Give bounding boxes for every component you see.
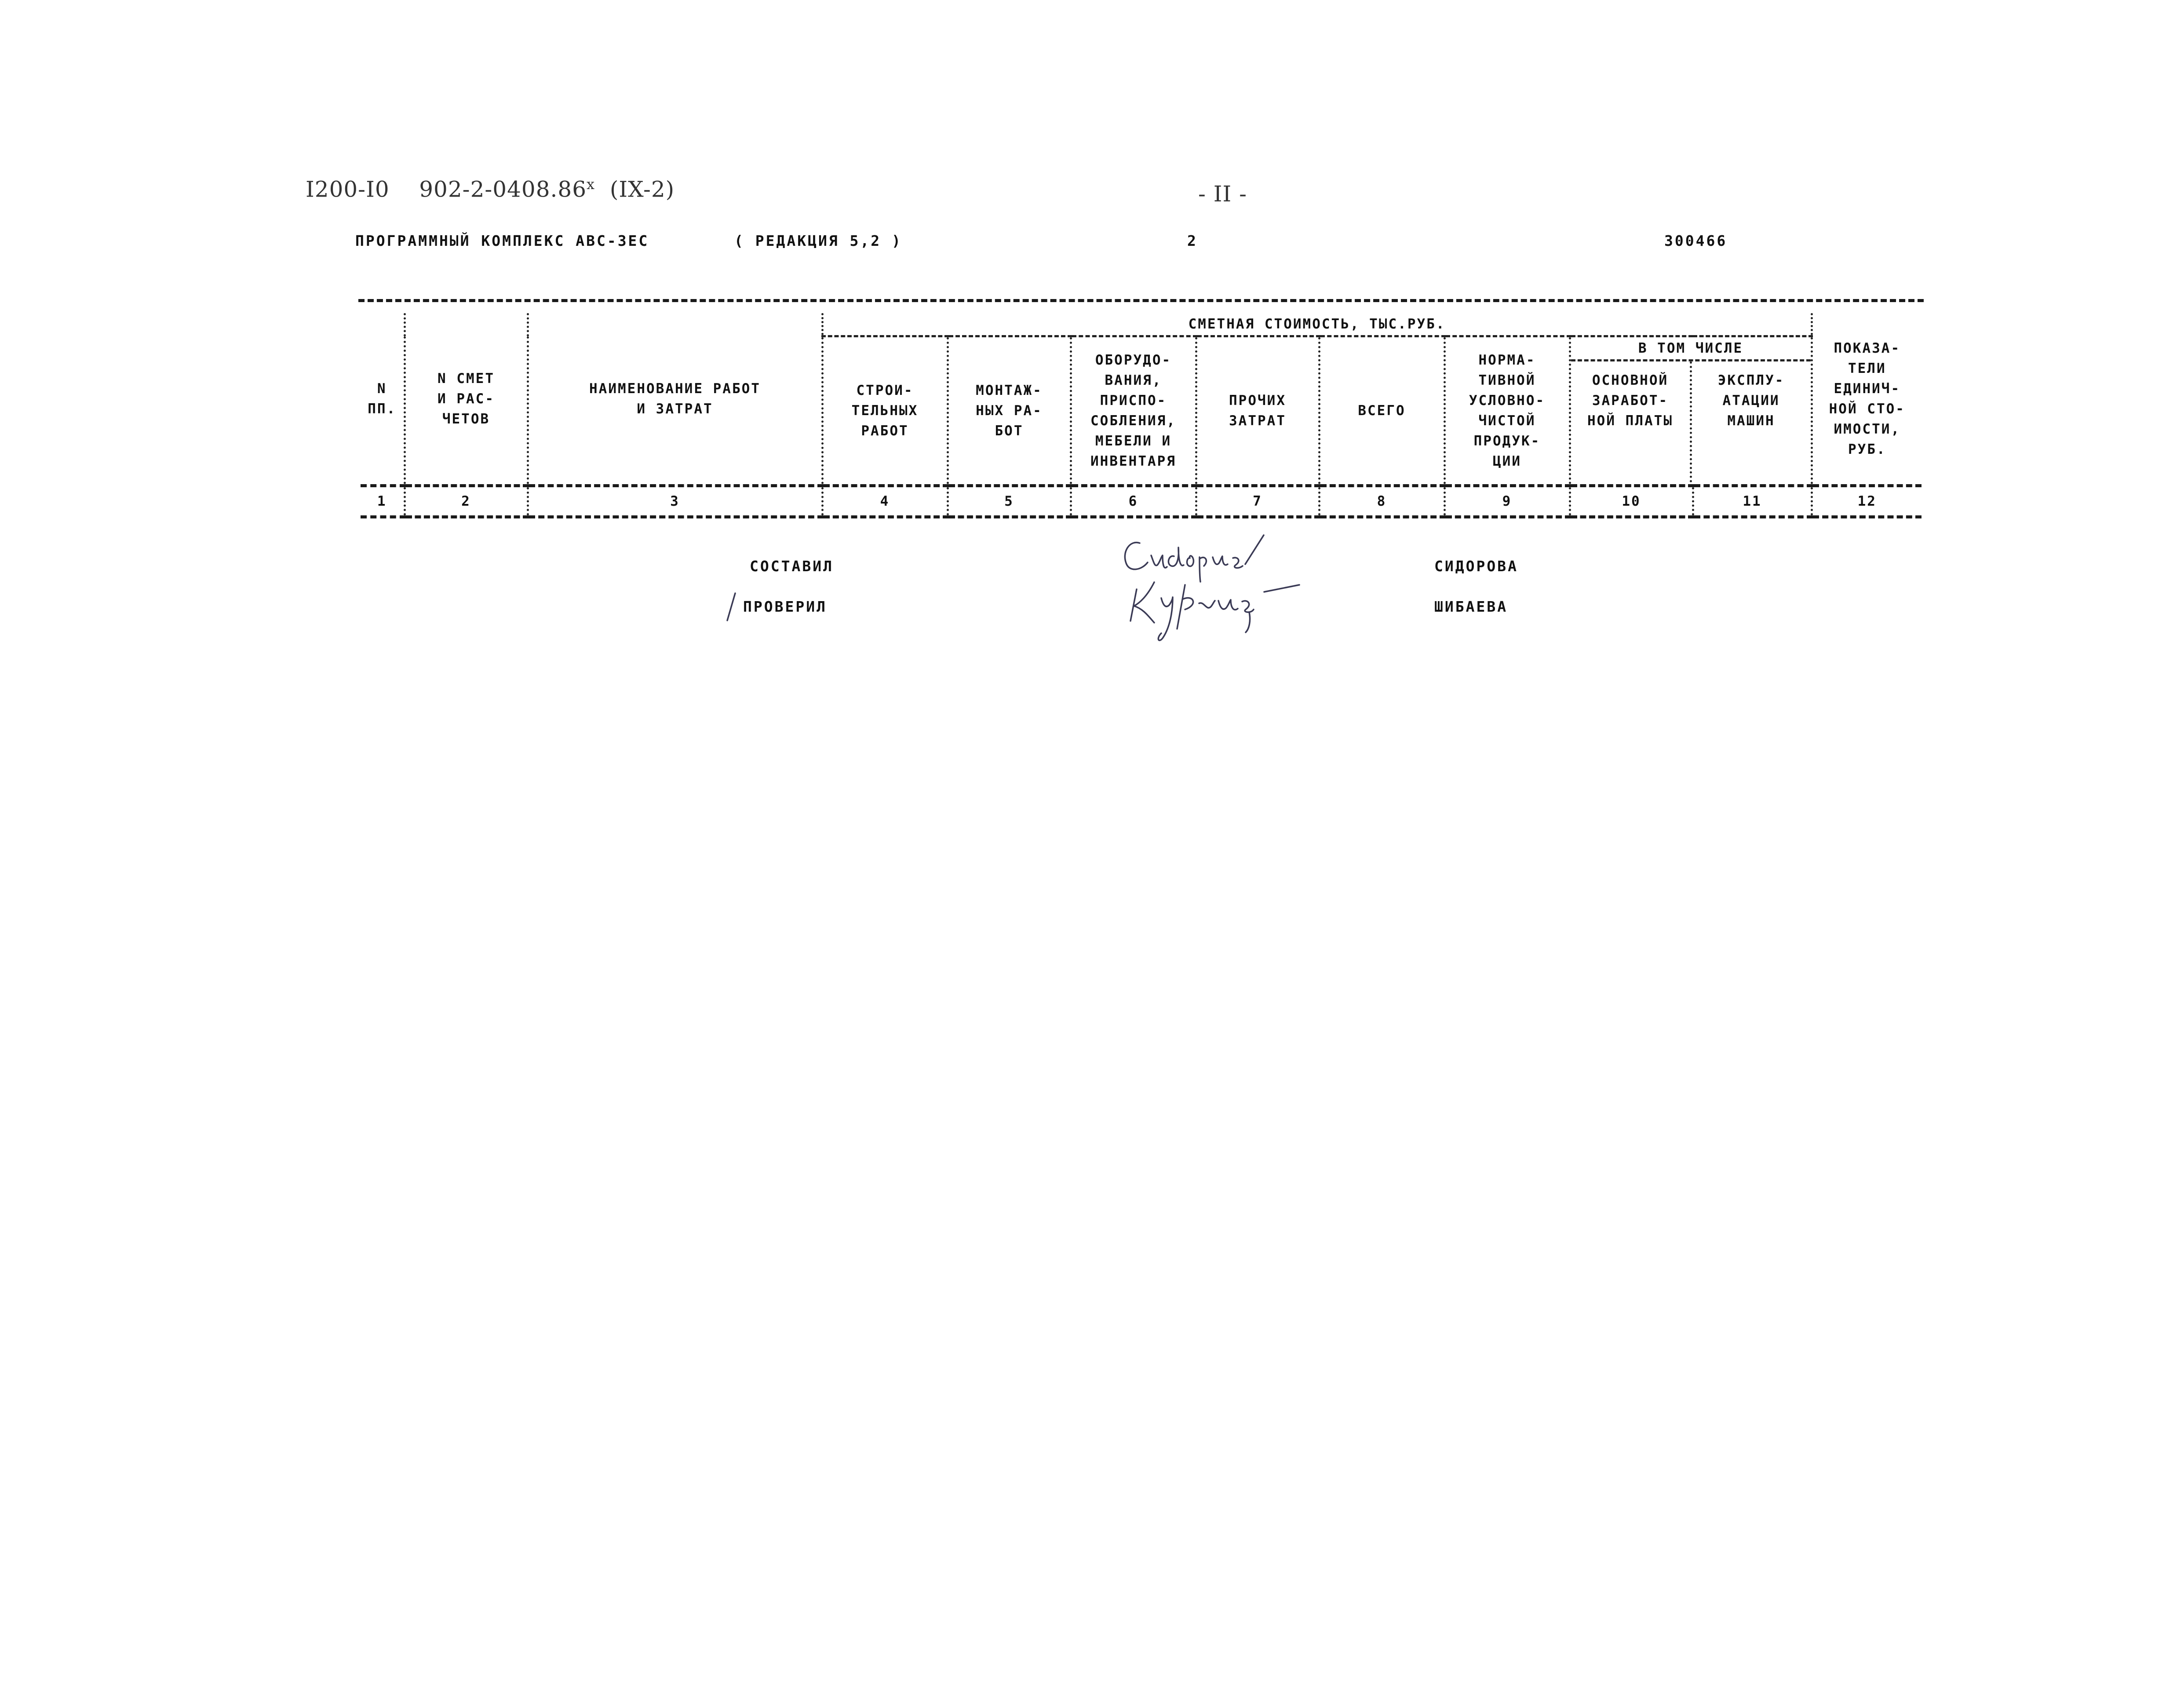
col-2-header xyxy=(405,313,528,486)
col-number-11: 11 xyxy=(1693,486,1812,517)
col-4-line: СТРОИ- xyxy=(856,383,914,398)
check-mark xyxy=(725,591,738,622)
col-1-header xyxy=(361,313,405,486)
col-9-line: УСЛОВНО- xyxy=(1469,393,1546,409)
col-6-line: ИНВЕНТАРЯ xyxy=(1090,453,1176,469)
col-1-lines xyxy=(362,379,402,419)
col-4-header xyxy=(822,336,948,486)
col-5-line: МОНТАЖ- xyxy=(976,383,1043,398)
including-group xyxy=(1570,336,1812,486)
col-6-line: ПРИСПО- xyxy=(1100,393,1167,409)
col-3-lines xyxy=(531,379,820,419)
col-9-line: ПРОДУК- xyxy=(1473,433,1541,449)
col-12-lines xyxy=(1815,338,1920,460)
col-6-line: ВАНИЯ, xyxy=(1105,372,1162,388)
col-number-4: 4 xyxy=(822,486,948,517)
col-1-line: N xyxy=(377,380,387,397)
col-number-10: 10 xyxy=(1570,486,1693,517)
col-9-lines xyxy=(1447,350,1567,471)
col-number-3: 3 xyxy=(528,486,822,517)
stamp-part: (IX-2) xyxy=(609,176,675,202)
stamp-doc-number: 902-2-0408.86 xyxy=(419,176,587,202)
col-6-line: МЕБЕЛИ И xyxy=(1095,433,1172,449)
col-12-header xyxy=(1812,313,1921,486)
document-stamp xyxy=(306,176,675,202)
compiled-by-label: СОСТАВИЛ xyxy=(750,558,834,575)
signature-checker xyxy=(1119,572,1304,651)
stamp-mark: x xyxy=(587,176,595,193)
cost-estimate-table xyxy=(361,313,1921,518)
col-10-lines xyxy=(1587,370,1673,431)
program-title: ПРОГРАММНЫЙ КОМПЛЕКС АВС-3ЕС xyxy=(355,232,649,249)
col-10-line: ОСНОВНОЙ xyxy=(1592,372,1669,388)
col-11-lines xyxy=(1718,370,1785,431)
col-9-header xyxy=(1444,336,1570,486)
col-3-line: НАИМЕНОВАНИЕ РАБОТ xyxy=(589,380,761,397)
column-number-row xyxy=(361,486,1921,517)
col-3-line: И ЗАТРАТ xyxy=(637,401,713,417)
col-8-lines xyxy=(1322,401,1442,421)
col-number-2: 2 xyxy=(405,486,528,517)
including-header: В ТОМ ЧИСЛЕ xyxy=(1571,337,1811,361)
col-2-line: N СМЕТ xyxy=(438,370,495,387)
col-11-header xyxy=(1690,361,1811,482)
program-code: 300466 xyxy=(1664,232,1728,249)
col-7-lines xyxy=(1199,390,1316,431)
checked-by-name: ШИБАЕВА xyxy=(1434,598,1508,615)
compiled-by-name: СИДОРОВА xyxy=(1434,558,1518,575)
check-mark-stroke xyxy=(725,591,738,622)
signature-checker-strokes xyxy=(1119,572,1304,651)
col-2-lines xyxy=(408,369,525,429)
col-12-line: ИМОСТИ, xyxy=(1834,421,1901,437)
col-5-header xyxy=(948,336,1071,486)
col-2-line: И РАС- xyxy=(438,390,495,407)
estimated-cost-header: СМЕТНАЯ СТОИМОСТЬ, ТЫС.РУБ. xyxy=(822,313,1812,336)
col-7-line: ПРОЧИХ xyxy=(1229,393,1286,409)
col-number-8: 8 xyxy=(1319,486,1444,517)
col-10-line: НОЙ ПЛАТЫ xyxy=(1587,413,1673,429)
col-12-line: НОЙ СТО- xyxy=(1829,401,1905,417)
col-11-line: ЭКСПЛУ- xyxy=(1717,372,1785,388)
checked-by-label: ПРОВЕРИЛ xyxy=(743,598,827,615)
col-7-header xyxy=(1196,336,1319,486)
page-number: - II - xyxy=(1198,181,1247,207)
table-top-rule xyxy=(358,299,1924,302)
col-5-line: НЫХ РА- xyxy=(976,403,1043,419)
col-9-line: ТИВНОЙ xyxy=(1478,372,1536,388)
col-8-header xyxy=(1319,336,1444,486)
col-9-line: ЧИСТОЙ xyxy=(1478,413,1536,429)
col-12-line: РУБ. xyxy=(1848,441,1886,457)
col-6-lines xyxy=(1074,350,1193,471)
col-number-5: 5 xyxy=(948,486,1071,517)
col-4-line: РАБОТ xyxy=(861,423,909,439)
including-subcols xyxy=(1571,361,1811,482)
sheet-number: 2 xyxy=(1187,232,1198,249)
col-4-line: ТЕЛЬНЫХ xyxy=(851,403,919,419)
col-1-line: ПП. xyxy=(368,401,397,417)
col-4-lines xyxy=(825,380,945,441)
col-number-6: 6 xyxy=(1071,486,1196,517)
col-2-line: ЧЕТОВ xyxy=(442,411,490,427)
col-12-line: ПОКАЗА- xyxy=(1834,340,1901,356)
col-8-line: ВСЕГО xyxy=(1358,403,1406,419)
group-header-row xyxy=(361,313,1921,336)
col-5-lines xyxy=(951,380,1068,441)
stamp-code: I200-I0 xyxy=(306,176,390,202)
col-6-line: ОБОРУДО- xyxy=(1095,352,1172,368)
col-10-line: ЗАРАБОТ- xyxy=(1592,393,1669,409)
program-revision: ( РЕДАКЦИЯ 5,2 ) xyxy=(734,232,902,249)
col-number-12: 12 xyxy=(1812,486,1921,517)
col-6-header xyxy=(1071,336,1196,486)
col-12-line: ЕДИНИЧ- xyxy=(1834,380,1901,397)
col-7-line: ЗАТРАТ xyxy=(1229,413,1286,429)
col-3-header xyxy=(528,313,822,486)
col-9-line: ЦИИ xyxy=(1493,453,1521,469)
col-9-line: НОРМА- xyxy=(1478,352,1536,368)
col-11-line: МАШИН xyxy=(1727,413,1775,429)
col-number-9: 9 xyxy=(1444,486,1570,517)
col-number-7: 7 xyxy=(1196,486,1319,517)
col-10-header xyxy=(1571,361,1690,482)
col-number-1: 1 xyxy=(361,486,405,517)
col-5-line: БОТ xyxy=(995,423,1024,439)
col-12-line: ТЕЛИ xyxy=(1848,360,1886,376)
col-6-line: СОБЛЕНИЯ, xyxy=(1090,413,1176,429)
col-11-line: АТАЦИИ xyxy=(1722,393,1780,409)
